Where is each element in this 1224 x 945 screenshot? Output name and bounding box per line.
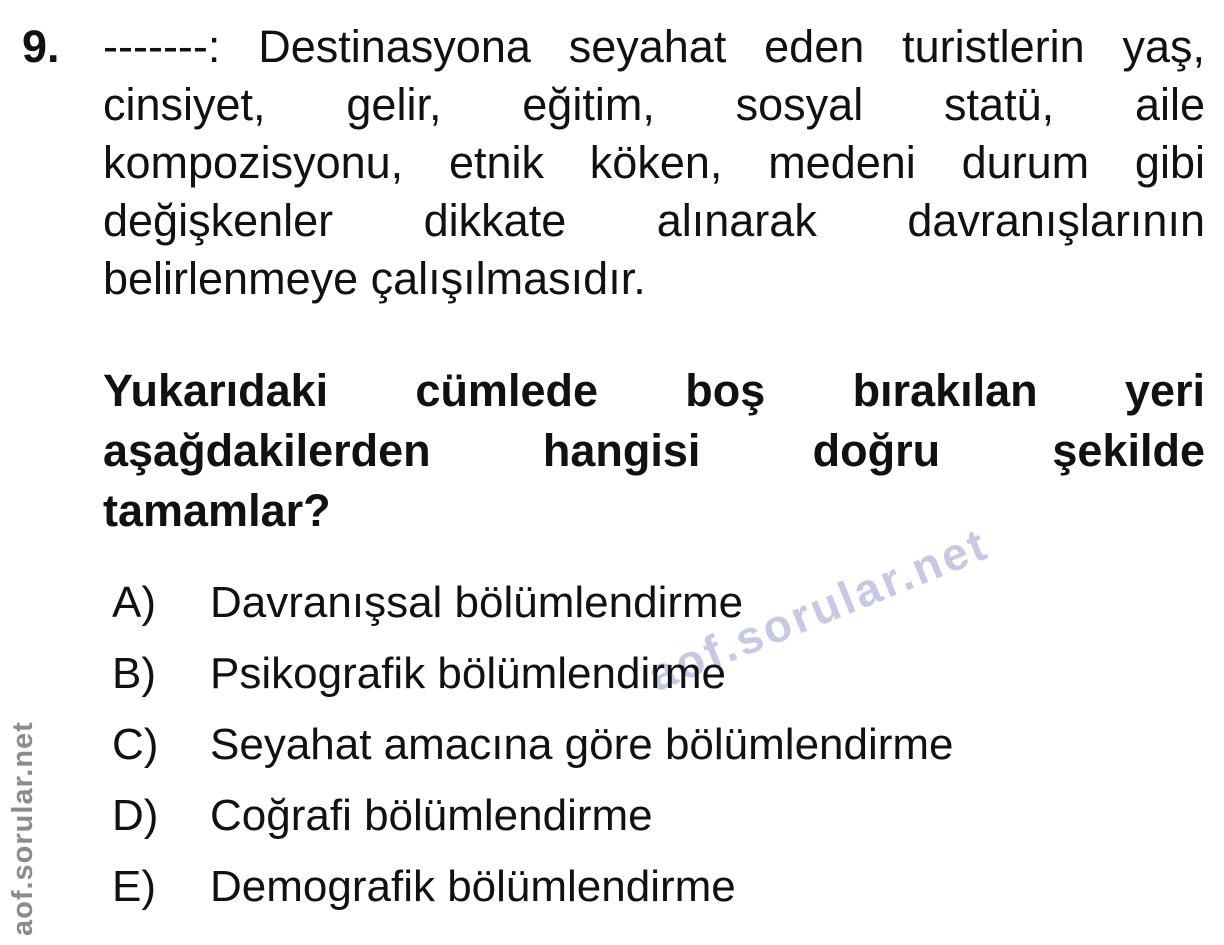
option-c-letter: C) bbox=[112, 720, 159, 769]
option-c-text: Seyahat amacına göre bölümlendirme bbox=[210, 720, 954, 769]
option-b-text: Psikografik bölümlendirme bbox=[210, 649, 726, 698]
option-e-text: Demografik bölümlendirme bbox=[210, 862, 736, 911]
question-body-line-4: değişkenler dikkate alınarak davranışlarının bbox=[103, 195, 1205, 246]
question-body-line-1: -------: Destinasyona seyahat eden turistlerin yaş, bbox=[103, 21, 1205, 72]
question-body bbox=[103, 18, 1205, 308]
watermark-diagonal: aof.sorular.net bbox=[640, 517, 996, 702]
question-body-line-3: kompozisyonu, etnik köken, medeni durum gibi bbox=[103, 137, 1205, 188]
question-block bbox=[22, 18, 1205, 936]
question-content bbox=[103, 18, 1205, 936]
option-e-letter: E) bbox=[112, 862, 156, 911]
question-prompt bbox=[103, 361, 1205, 541]
option-a bbox=[112, 578, 1205, 627]
option-b bbox=[112, 649, 1205, 698]
option-c bbox=[112, 720, 1205, 769]
option-d-text: Coğrafi bölümlendirme bbox=[210, 791, 653, 840]
option-b-letter: B) bbox=[112, 649, 156, 698]
watermark-vertical: aof.sorular.net bbox=[7, 721, 39, 936]
options-list bbox=[103, 578, 1205, 911]
option-a-letter: A) bbox=[112, 578, 156, 627]
option-d-letter: D) bbox=[112, 791, 159, 840]
question-prompt-line-2: aşağdakilerden hangisi doğru şekilde bbox=[103, 425, 1205, 476]
option-a-text: Davranışsal bölümlendirme bbox=[210, 578, 744, 627]
question-number: 9. bbox=[22, 21, 60, 72]
option-d bbox=[112, 791, 1205, 840]
option-e bbox=[112, 862, 1205, 911]
question-prompt-line-3: tamamlar? bbox=[103, 485, 331, 536]
question-body-line-2: cinsiyet, gelir, eğitim, sosyal statü, aile bbox=[103, 79, 1205, 130]
question-prompt-line-1: Yukarıdaki cümlede boş bırakılan yeri bbox=[103, 365, 1205, 416]
question-body-line-5: belirlenmeye çalışılmasıdır. bbox=[103, 253, 646, 304]
